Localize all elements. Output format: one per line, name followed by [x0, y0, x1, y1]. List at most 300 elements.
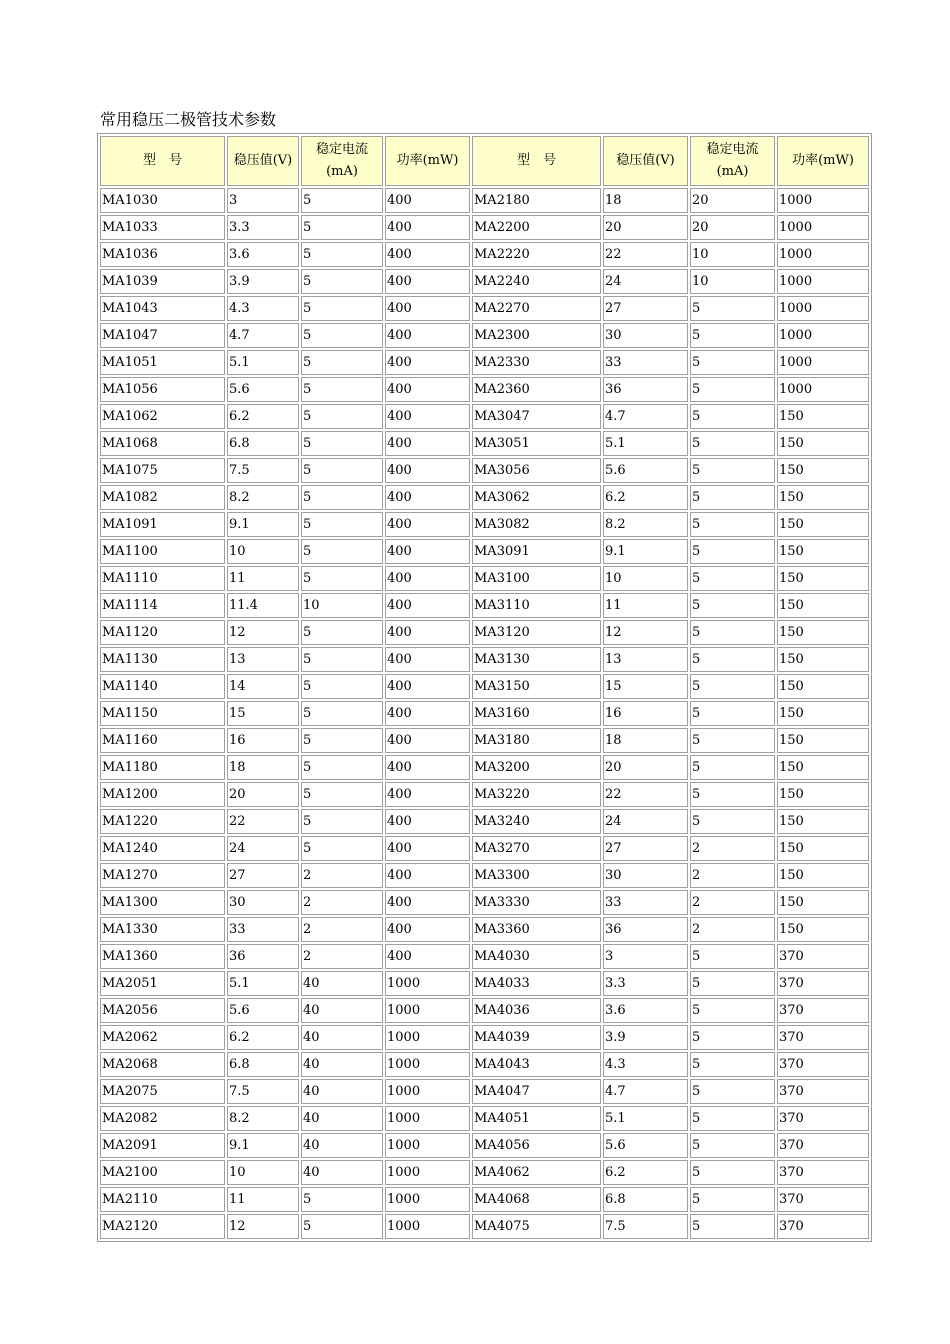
cell-power-2: 370: [777, 1214, 869, 1239]
cell-model: MA1091: [100, 512, 225, 537]
cell-voltage: 4.3: [227, 296, 299, 321]
cell-power-2: 370: [777, 1025, 869, 1050]
cell-voltage: 10: [227, 1160, 299, 1185]
cell-voltage: 12: [227, 1214, 299, 1239]
cell-model-2: MA4039: [472, 1025, 601, 1050]
cell-power: 1000: [385, 1106, 470, 1131]
cell-model-2: MA3056: [472, 458, 601, 483]
cell-voltage: 6.2: [227, 404, 299, 429]
cell-power: 400: [385, 269, 470, 294]
cell-voltage: 12: [227, 620, 299, 645]
cell-model: MA1051: [100, 350, 225, 375]
cell-voltage-2: 30: [603, 863, 688, 888]
cell-power-2: 370: [777, 1187, 869, 1212]
cell-power: 1000: [385, 971, 470, 996]
table-row: [100, 728, 869, 753]
cell-model-2: MA4056: [472, 1133, 601, 1158]
cell-current: 5: [301, 485, 383, 510]
table-row: [100, 944, 869, 969]
table-row: [100, 242, 869, 267]
cell-power-2: 150: [777, 782, 869, 807]
cell-model-2: MA3220: [472, 782, 601, 807]
cell-current: 40: [301, 1025, 383, 1050]
cell-current-2: 2: [690, 890, 775, 915]
cell-current-2: 5: [690, 1079, 775, 1104]
cell-voltage: 16: [227, 728, 299, 753]
cell-model: MA1270: [100, 863, 225, 888]
cell-voltage: 5.6: [227, 377, 299, 402]
cell-power-2: 1000: [777, 296, 869, 321]
cell-model: MA1036: [100, 242, 225, 267]
cell-power: 400: [385, 296, 470, 321]
cell-power-2: 370: [777, 1106, 869, 1131]
cell-model-2: MA3360: [472, 917, 601, 942]
cell-power-2: 150: [777, 485, 869, 510]
cell-current: 2: [301, 917, 383, 942]
cell-current-2: 5: [690, 1214, 775, 1239]
cell-current-2: 2: [690, 836, 775, 861]
cell-model: MA2062: [100, 1025, 225, 1050]
cell-current: 5: [301, 809, 383, 834]
cell-power: 400: [385, 701, 470, 726]
cell-model: MA2082: [100, 1106, 225, 1131]
cell-current-2: 20: [690, 215, 775, 240]
cell-power-2: 150: [777, 890, 869, 915]
table-row: [100, 404, 869, 429]
cell-model: MA1360: [100, 944, 225, 969]
cell-current-2: 5: [690, 971, 775, 996]
cell-model-2: MA2330: [472, 350, 601, 375]
table-row: [100, 782, 869, 807]
cell-power-2: 150: [777, 593, 869, 618]
cell-model: MA1240: [100, 836, 225, 861]
cell-model: MA2091: [100, 1133, 225, 1158]
cell-voltage: 9.1: [227, 512, 299, 537]
cell-voltage: 33: [227, 917, 299, 942]
cell-voltage-2: 4.7: [603, 404, 688, 429]
cell-model-2: MA4051: [472, 1106, 601, 1131]
cell-model: MA1030: [100, 188, 225, 213]
table-row: [100, 1160, 869, 1185]
cell-model: MA1039: [100, 269, 225, 294]
cell-current-2: 2: [690, 917, 775, 942]
cell-current: 5: [301, 242, 383, 267]
cell-power: 400: [385, 593, 470, 618]
zener-diode-parameter-table: [97, 133, 872, 1242]
cell-voltage-2: 13: [603, 647, 688, 672]
cell-current: 5: [301, 1187, 383, 1212]
cell-power-2: 370: [777, 1160, 869, 1185]
cell-voltage-2: 4.3: [603, 1052, 688, 1077]
cell-power-2: 370: [777, 1133, 869, 1158]
cell-voltage: 6.8: [227, 431, 299, 456]
cell-power-2: 150: [777, 512, 869, 537]
cell-model-2: MA3180: [472, 728, 601, 753]
table-row: [100, 998, 869, 1023]
cell-current-2: 2: [690, 863, 775, 888]
cell-model-2: MA3110: [472, 593, 601, 618]
cell-voltage: 5.1: [227, 971, 299, 996]
col-header-current-2: 稳定电流(mA): [690, 136, 775, 186]
cell-power: 400: [385, 350, 470, 375]
cell-current-2: 5: [690, 1133, 775, 1158]
cell-voltage: 14: [227, 674, 299, 699]
cell-power: 400: [385, 944, 470, 969]
cell-current: 5: [301, 1214, 383, 1239]
table-row: [100, 917, 869, 942]
cell-voltage-2: 6.2: [603, 1160, 688, 1185]
table-row: [100, 593, 869, 618]
cell-voltage: 13: [227, 647, 299, 672]
table-row: [100, 1079, 869, 1104]
table-row: [100, 674, 869, 699]
cell-current: 5: [301, 836, 383, 861]
cell-current-2: 5: [690, 809, 775, 834]
cell-voltage-2: 5.6: [603, 458, 688, 483]
cell-power: 400: [385, 674, 470, 699]
cell-power-2: 370: [777, 998, 869, 1023]
cell-current: 5: [301, 539, 383, 564]
table-row: [100, 1133, 869, 1158]
cell-voltage: 3: [227, 188, 299, 213]
cell-model-2: MA2220: [472, 242, 601, 267]
table-row: [100, 890, 869, 915]
cell-current: 40: [301, 1079, 383, 1104]
cell-voltage-2: 15: [603, 674, 688, 699]
cell-power-2: 1000: [777, 215, 869, 240]
cell-model: MA1300: [100, 890, 225, 915]
cell-voltage-2: 3.9: [603, 1025, 688, 1050]
cell-current-2: 5: [690, 944, 775, 969]
cell-model-2: MA4033: [472, 971, 601, 996]
cell-voltage-2: 3.3: [603, 971, 688, 996]
cell-model-2: MA4030: [472, 944, 601, 969]
cell-current: 5: [301, 566, 383, 591]
cell-model: MA1114: [100, 593, 225, 618]
cell-model: MA1043: [100, 296, 225, 321]
cell-current: 5: [301, 728, 383, 753]
cell-current-2: 5: [690, 1052, 775, 1077]
cell-voltage: 9.1: [227, 1133, 299, 1158]
cell-model-2: MA2180: [472, 188, 601, 213]
cell-voltage: 6.8: [227, 1052, 299, 1077]
cell-model-2: MA3082: [472, 512, 601, 537]
cell-power: 1000: [385, 1133, 470, 1158]
cell-power-2: 150: [777, 566, 869, 591]
cell-voltage: 10: [227, 539, 299, 564]
cell-current-2: 5: [690, 998, 775, 1023]
cell-power: 400: [385, 242, 470, 267]
table-row: [100, 1214, 869, 1239]
cell-power-2: 1000: [777, 350, 869, 375]
cell-current-2: 5: [690, 431, 775, 456]
table-row: [100, 701, 869, 726]
cell-model: MA2110: [100, 1187, 225, 1212]
cell-voltage-2: 4.7: [603, 1079, 688, 1104]
table-row: [100, 377, 869, 402]
cell-power: 1000: [385, 1025, 470, 1050]
cell-model-2: MA2360: [472, 377, 601, 402]
table-row: [100, 539, 869, 564]
cell-current: 40: [301, 1133, 383, 1158]
table-row: [100, 971, 869, 996]
cell-current: 2: [301, 890, 383, 915]
cell-current: 40: [301, 1052, 383, 1077]
cell-voltage: 3.6: [227, 242, 299, 267]
table-row: [100, 458, 869, 483]
cell-power-2: 370: [777, 1052, 869, 1077]
cell-current: 40: [301, 1106, 383, 1131]
table-row: [100, 809, 869, 834]
cell-power-2: 1000: [777, 377, 869, 402]
cell-power: 400: [385, 782, 470, 807]
cell-voltage: 22: [227, 809, 299, 834]
table-row: [100, 566, 869, 591]
cell-voltage-2: 24: [603, 809, 688, 834]
cell-power: 400: [385, 458, 470, 483]
cell-current-2: 5: [690, 701, 775, 726]
table-row: [100, 647, 869, 672]
cell-voltage-2: 18: [603, 728, 688, 753]
table-row: [100, 512, 869, 537]
cell-voltage: 8.2: [227, 1106, 299, 1131]
cell-current-2: 5: [690, 296, 775, 321]
cell-current: 5: [301, 188, 383, 213]
cell-voltage-2: 33: [603, 350, 688, 375]
cell-voltage: 3.9: [227, 269, 299, 294]
cell-power-2: 150: [777, 836, 869, 861]
cell-power-2: 150: [777, 863, 869, 888]
header-row: [100, 136, 869, 186]
cell-model-2: MA3270: [472, 836, 601, 861]
cell-power-2: 150: [777, 674, 869, 699]
cell-model: MA2056: [100, 998, 225, 1023]
cell-current: 5: [301, 377, 383, 402]
cell-power-2: 1000: [777, 242, 869, 267]
cell-current-2: 5: [690, 512, 775, 537]
cell-voltage-2: 16: [603, 701, 688, 726]
cell-power: 400: [385, 863, 470, 888]
cell-voltage: 5.1: [227, 350, 299, 375]
table-body: [100, 188, 869, 1239]
cell-model-2: MA2300: [472, 323, 601, 348]
cell-model: MA2075: [100, 1079, 225, 1104]
cell-model: MA2100: [100, 1160, 225, 1185]
cell-power-2: 150: [777, 431, 869, 456]
cell-power: 400: [385, 215, 470, 240]
cell-current: 5: [301, 296, 383, 321]
cell-model-2: MA4068: [472, 1187, 601, 1212]
cell-power-2: 150: [777, 404, 869, 429]
cell-model-2: MA4062: [472, 1160, 601, 1185]
table-row: [100, 485, 869, 510]
cell-voltage-2: 8.2: [603, 512, 688, 537]
cell-voltage-2: 36: [603, 377, 688, 402]
cell-voltage: 24: [227, 836, 299, 861]
cell-current-2: 5: [690, 458, 775, 483]
cell-current: 5: [301, 269, 383, 294]
cell-model-2: MA3047: [472, 404, 601, 429]
cell-model-2: MA3200: [472, 755, 601, 780]
cell-voltage: 8.2: [227, 485, 299, 510]
cell-current: 5: [301, 755, 383, 780]
table-row: [100, 755, 869, 780]
cell-voltage-2: 24: [603, 269, 688, 294]
cell-voltage-2: 5.6: [603, 1133, 688, 1158]
cell-model-2: MA2240: [472, 269, 601, 294]
cell-current-2: 20: [690, 188, 775, 213]
cell-model-2: MA3051: [472, 431, 601, 456]
cell-voltage: 11: [227, 1187, 299, 1212]
cell-voltage-2: 7.5: [603, 1214, 688, 1239]
document-title: 常用稳压二极管技术参数: [100, 110, 277, 129]
cell-power-2: 1000: [777, 188, 869, 213]
cell-power: 400: [385, 809, 470, 834]
cell-model-2: MA3160: [472, 701, 601, 726]
cell-voltage-2: 3: [603, 944, 688, 969]
cell-model: MA1068: [100, 431, 225, 456]
cell-current: 5: [301, 620, 383, 645]
col-header-voltage-2: 稳压值(V): [603, 136, 688, 186]
table-row: [100, 863, 869, 888]
col-header-model: 型 号: [100, 136, 225, 186]
col-header-power: 功率(mW): [385, 136, 470, 186]
cell-voltage-2: 27: [603, 296, 688, 321]
cell-power: 1000: [385, 1160, 470, 1185]
cell-model-2: MA2270: [472, 296, 601, 321]
cell-power-2: 150: [777, 620, 869, 645]
cell-current: 2: [301, 863, 383, 888]
cell-power-2: 370: [777, 1079, 869, 1104]
cell-power-2: 150: [777, 701, 869, 726]
cell-power: 400: [385, 620, 470, 645]
cell-model: MA1330: [100, 917, 225, 942]
cell-current-2: 10: [690, 269, 775, 294]
cell-voltage: 7.5: [227, 1079, 299, 1104]
cell-model-2: MA4047: [472, 1079, 601, 1104]
cell-current-2: 5: [690, 782, 775, 807]
cell-model: MA1160: [100, 728, 225, 753]
cell-power: 400: [385, 188, 470, 213]
table-row: [100, 269, 869, 294]
cell-model-2: MA3091: [472, 539, 601, 564]
cell-voltage: 5.6: [227, 998, 299, 1023]
col-header-power-2: 功率(mW): [777, 136, 869, 186]
cell-voltage: 30: [227, 890, 299, 915]
cell-model-2: MA3062: [472, 485, 601, 510]
cell-voltage: 11.4: [227, 593, 299, 618]
cell-current-2: 5: [690, 323, 775, 348]
cell-model: MA1180: [100, 755, 225, 780]
cell-power: 400: [385, 431, 470, 456]
cell-model: MA1062: [100, 404, 225, 429]
cell-power: 400: [385, 323, 470, 348]
cell-model-2: MA3300: [472, 863, 601, 888]
cell-current: 5: [301, 350, 383, 375]
cell-current: 5: [301, 674, 383, 699]
cell-current: 5: [301, 647, 383, 672]
cell-voltage: 27: [227, 863, 299, 888]
table-row: [100, 296, 869, 321]
cell-current-2: 5: [690, 755, 775, 780]
cell-power: 400: [385, 566, 470, 591]
cell-model-2: MA3150: [472, 674, 601, 699]
cell-model-2: MA4075: [472, 1214, 601, 1239]
cell-voltage-2: 3.6: [603, 998, 688, 1023]
cell-current-2: 10: [690, 242, 775, 267]
cell-current: 10: [301, 593, 383, 618]
cell-model: MA2051: [100, 971, 225, 996]
cell-model: MA1075: [100, 458, 225, 483]
cell-current: 5: [301, 404, 383, 429]
cell-voltage-2: 27: [603, 836, 688, 861]
cell-current-2: 5: [690, 593, 775, 618]
cell-model: MA1130: [100, 647, 225, 672]
cell-current-2: 5: [690, 566, 775, 591]
cell-power-2: 150: [777, 458, 869, 483]
cell-voltage: 3.3: [227, 215, 299, 240]
cell-current-2: 5: [690, 377, 775, 402]
cell-current: 2: [301, 944, 383, 969]
cell-model: MA2120: [100, 1214, 225, 1239]
cell-model: MA1082: [100, 485, 225, 510]
table-row: [100, 1187, 869, 1212]
cell-power-2: 370: [777, 971, 869, 996]
cell-power: 1000: [385, 998, 470, 1023]
cell-voltage-2: 9.1: [603, 539, 688, 564]
cell-power: 1000: [385, 1079, 470, 1104]
cell-current: 5: [301, 782, 383, 807]
table-row: [100, 836, 869, 861]
cell-current: 40: [301, 1160, 383, 1185]
cell-voltage: 18: [227, 755, 299, 780]
cell-power: 400: [385, 755, 470, 780]
cell-power: 400: [385, 377, 470, 402]
cell-current: 5: [301, 512, 383, 537]
col-header-model-2: 型 号: [472, 136, 601, 186]
cell-voltage-2: 5.1: [603, 431, 688, 456]
cell-power-2: 150: [777, 539, 869, 564]
cell-voltage-2: 22: [603, 782, 688, 807]
cell-voltage: 15: [227, 701, 299, 726]
cell-voltage-2: 5.1: [603, 1106, 688, 1131]
cell-power: 400: [385, 890, 470, 915]
cell-power-2: 150: [777, 809, 869, 834]
cell-voltage-2: 18: [603, 188, 688, 213]
cell-power: 400: [385, 728, 470, 753]
cell-current-2: 5: [690, 1025, 775, 1050]
cell-power-2: 150: [777, 647, 869, 672]
cell-current-2: 5: [690, 404, 775, 429]
cell-model-2: MA3130: [472, 647, 601, 672]
cell-power-2: 150: [777, 917, 869, 942]
cell-voltage-2: 33: [603, 890, 688, 915]
table-row: [100, 431, 869, 456]
cell-model-2: MA2200: [472, 215, 601, 240]
cell-current-2: 5: [690, 539, 775, 564]
cell-voltage-2: 30: [603, 323, 688, 348]
cell-current-2: 5: [690, 1187, 775, 1212]
cell-power: 400: [385, 836, 470, 861]
cell-model: MA1150: [100, 701, 225, 726]
cell-power: 1000: [385, 1052, 470, 1077]
cell-model: MA1110: [100, 566, 225, 591]
cell-power-2: 150: [777, 728, 869, 753]
cell-current-2: 5: [690, 728, 775, 753]
cell-current-2: 5: [690, 647, 775, 672]
cell-voltage: 20: [227, 782, 299, 807]
cell-voltage: 11: [227, 566, 299, 591]
